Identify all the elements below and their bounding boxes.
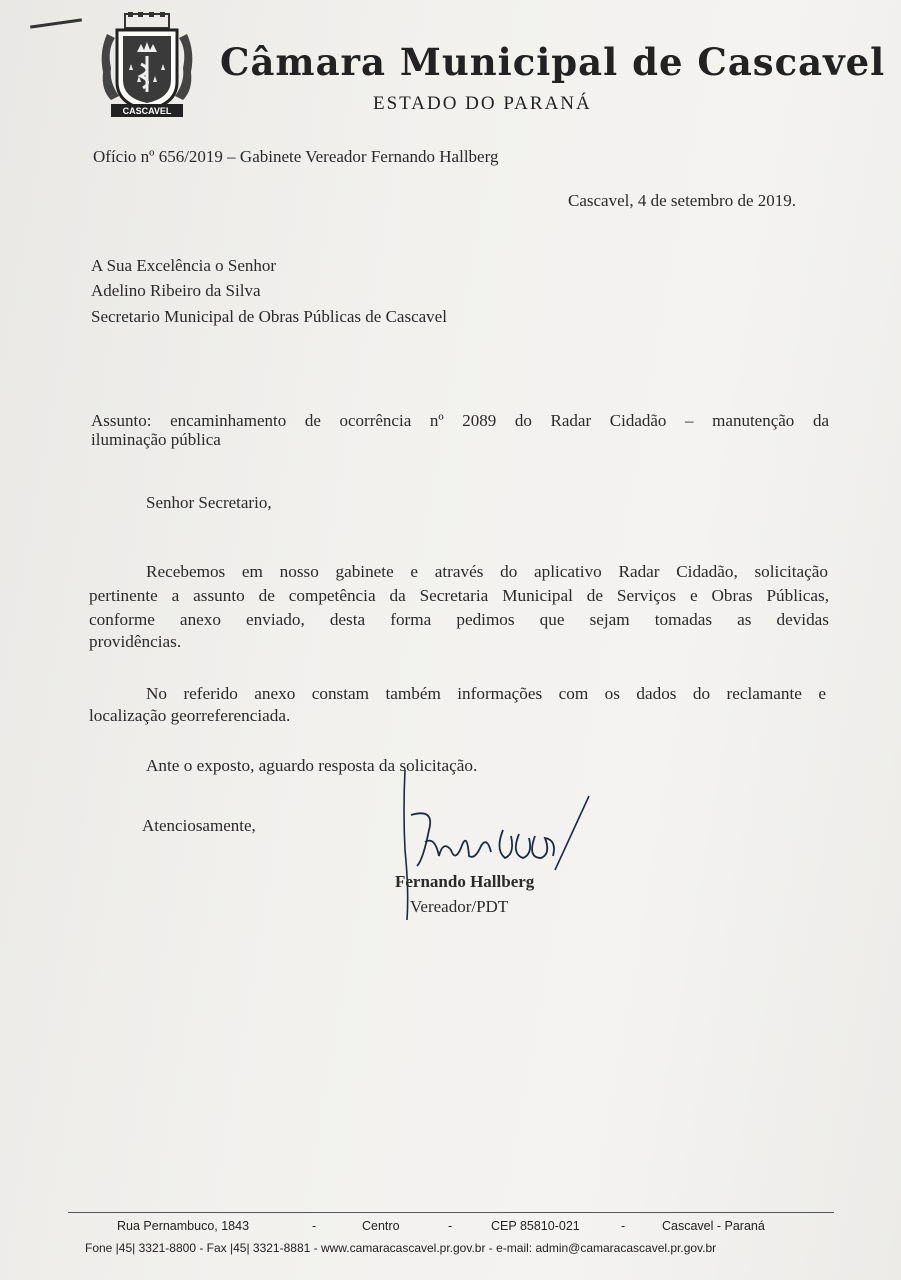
letter-reference: Ofício nº 656/2019 – Gabinete Vereador Fernando Hallberg (93, 147, 499, 166)
footer-street: Rua Pernambuco, 1843 (117, 1219, 250, 1233)
footer-district: Centro (362, 1219, 400, 1233)
recipient-name: Adelino Ribeiro da Silva (91, 281, 261, 300)
footer-separator: - (448, 1219, 453, 1233)
greeting: Senhor Secretario, (146, 493, 272, 512)
chamber-title: Câmara Municipal de Cascavel (220, 40, 886, 84)
paragraph2-line2: localização georreferenciada. (89, 706, 291, 725)
subject-line-2: iluminação pública (91, 430, 221, 449)
seal-label: CASCAVEL (122, 106, 172, 116)
footer-city: Cascavel - Paraná (662, 1219, 765, 1233)
footer-separator: - (312, 1219, 317, 1233)
coat-of-arms-icon (97, 12, 197, 120)
paragraph1-line4: providências. (89, 632, 182, 651)
subject-line-1: Assunto: encaminhamento de ocorrência nº 2089 do Radar Cidadão – manutenção da (91, 411, 829, 430)
signer-role: Vereador/PDT (410, 897, 509, 916)
footer-separator: - (621, 1219, 626, 1233)
pen-mark (30, 18, 82, 28)
paragraph1-line1: Recebemos em nosso gabinete e através do aplicativo Radar Cidadão, solicitação (146, 562, 828, 581)
paragraph3: Ante o exposto, aguardo resposta da solicitação. (146, 756, 478, 775)
paragraph2-line1: No referido anexo constam também informações com os dados do reclamante e (146, 684, 826, 703)
recipient-salutation: A Sua Excelência o Senhor (91, 256, 277, 275)
place-date: Cascavel, 4 de setembro de 2019. (568, 191, 797, 210)
recipient-title: Secretario Municipal de Obras Públicas de Cascavel (91, 307, 447, 326)
signer-name: Fernando Hallberg (395, 872, 535, 891)
closing: Atenciosamente, (142, 816, 256, 835)
paragraph1-line2: pertinente a assunto de competência da Secretaria Municipal de Serviços e Obras Públicas, (89, 586, 829, 605)
footer-divider (68, 1212, 834, 1213)
footer-zip: CEP 85810-021 (491, 1219, 580, 1233)
footer-contacts: Fone |45| 3321-8800 - Fax |45| 3321-8881 - www.camaracascavel.pr.gov.br - e-mail: admin@camaracascavel.pr.gov.br (85, 1241, 717, 1255)
paragraph1-line3: conforme anexo enviado, desta forma pedimos que sejam tomadas as devidas (89, 610, 829, 629)
state-title: ESTADO DO PARANÁ (373, 93, 592, 114)
